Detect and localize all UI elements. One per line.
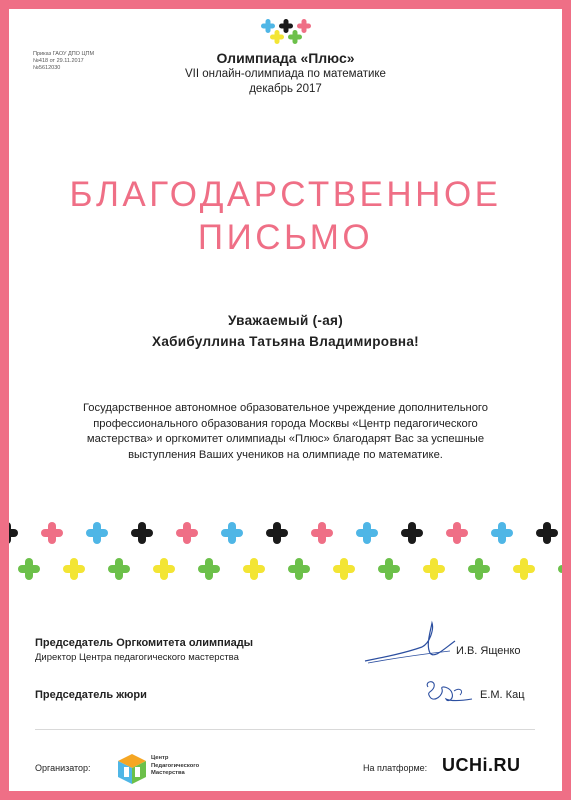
footer-divider bbox=[35, 729, 535, 730]
plus-cross-icon bbox=[311, 522, 333, 544]
plus-cross-icon bbox=[266, 522, 288, 544]
order-line: №5612030 bbox=[33, 65, 61, 71]
plus-cross-icon bbox=[288, 558, 310, 580]
document-title bbox=[9, 173, 562, 259]
logo-cross-pink bbox=[297, 19, 311, 33]
olympiad-header bbox=[9, 49, 562, 97]
signer-role: Председатель Оргкомитета олимпиады bbox=[35, 637, 254, 649]
signature-image bbox=[420, 677, 480, 709]
recipient-name: Хабибуллина Татьяна Владимировна! bbox=[152, 334, 419, 349]
plus-cross-icon bbox=[513, 558, 535, 580]
plus-cross-icon bbox=[198, 558, 220, 580]
title-line: БЛАГОДАРСТВЕННОЕ bbox=[69, 175, 502, 214]
plus-cross-icon bbox=[108, 558, 130, 580]
signer-name: И.В. Ященко bbox=[456, 645, 521, 657]
plus-cross-icon bbox=[378, 558, 400, 580]
logo-cross-blue bbox=[261, 19, 275, 33]
gratitude-text: Государственное автономное образовательное учреждение дополнительного профессионального образования города Москвы «Центр педагогического мастерства» и оргкомитет олимпиады «Плюс» благодарят Вас за успешные выступления Ваших учеников на олимпиаде по математике. bbox=[83, 402, 488, 461]
signer-name: Е.М. Кац bbox=[480, 689, 525, 701]
organizer-name-line: Центр bbox=[151, 755, 169, 761]
plus-cross-icon bbox=[536, 522, 558, 544]
greeting-block bbox=[9, 310, 562, 352]
plus-cross-icon bbox=[221, 522, 243, 544]
plus-cross-icon bbox=[63, 558, 85, 580]
signature-image bbox=[360, 619, 460, 669]
logo-cross-yellow bbox=[270, 30, 284, 44]
plus-cross-icon bbox=[423, 558, 445, 580]
greeting-text: Уважаемый (-ая) bbox=[227, 313, 344, 328]
signer-subrole: Директор Центра педагогического мастерства bbox=[35, 652, 239, 663]
title-line: ПИСЬМО bbox=[197, 218, 374, 257]
organizer-label: Организатор: bbox=[35, 763, 91, 773]
cross-pattern-decoration bbox=[9, 509, 562, 589]
plus-cross-icon bbox=[9, 522, 18, 544]
plus-cross-icon bbox=[41, 522, 63, 544]
olympiad-subtitle: VII онлайн-олимпиада по математике bbox=[185, 68, 386, 80]
organizer-name-line: Педагогического bbox=[151, 762, 200, 769]
signer-role: Председатель жюри bbox=[35, 689, 147, 701]
plus-cross-icon bbox=[243, 558, 265, 580]
cpm-cube-logo-icon bbox=[114, 751, 150, 787]
order-line: №418 от 29.11.2017 bbox=[33, 58, 84, 64]
plus-cross-icon bbox=[468, 558, 490, 580]
organizer-name-line: Мастерства bbox=[151, 770, 185, 776]
plus-cross-icon bbox=[333, 558, 355, 580]
order-line: Приказ ГАОУ ДПО ЦПМ bbox=[33, 51, 95, 57]
plus-cross-icon bbox=[153, 558, 175, 580]
olympiad-name: Олимпиада «Плюс» bbox=[216, 50, 355, 66]
plus-cross-icon bbox=[356, 522, 378, 544]
plus-cross-icon bbox=[86, 522, 108, 544]
plus-cross-icon bbox=[131, 522, 153, 544]
platform-label: На платформе: bbox=[363, 763, 428, 773]
plus-cross-icon bbox=[176, 522, 198, 544]
platform-logo: UCHi.RU bbox=[442, 755, 521, 775]
logo-cross-black bbox=[279, 19, 293, 33]
plus-cross-icon bbox=[446, 522, 468, 544]
plus-cross-icon bbox=[491, 522, 513, 544]
organizer-name bbox=[151, 755, 226, 778]
olympiad-date: декабрь 2017 bbox=[249, 83, 322, 95]
logo-cross-green bbox=[288, 30, 302, 44]
plus-cross-icon bbox=[401, 522, 423, 544]
plus-cross-icon bbox=[558, 558, 562, 580]
plus-cross-icon bbox=[18, 558, 40, 580]
